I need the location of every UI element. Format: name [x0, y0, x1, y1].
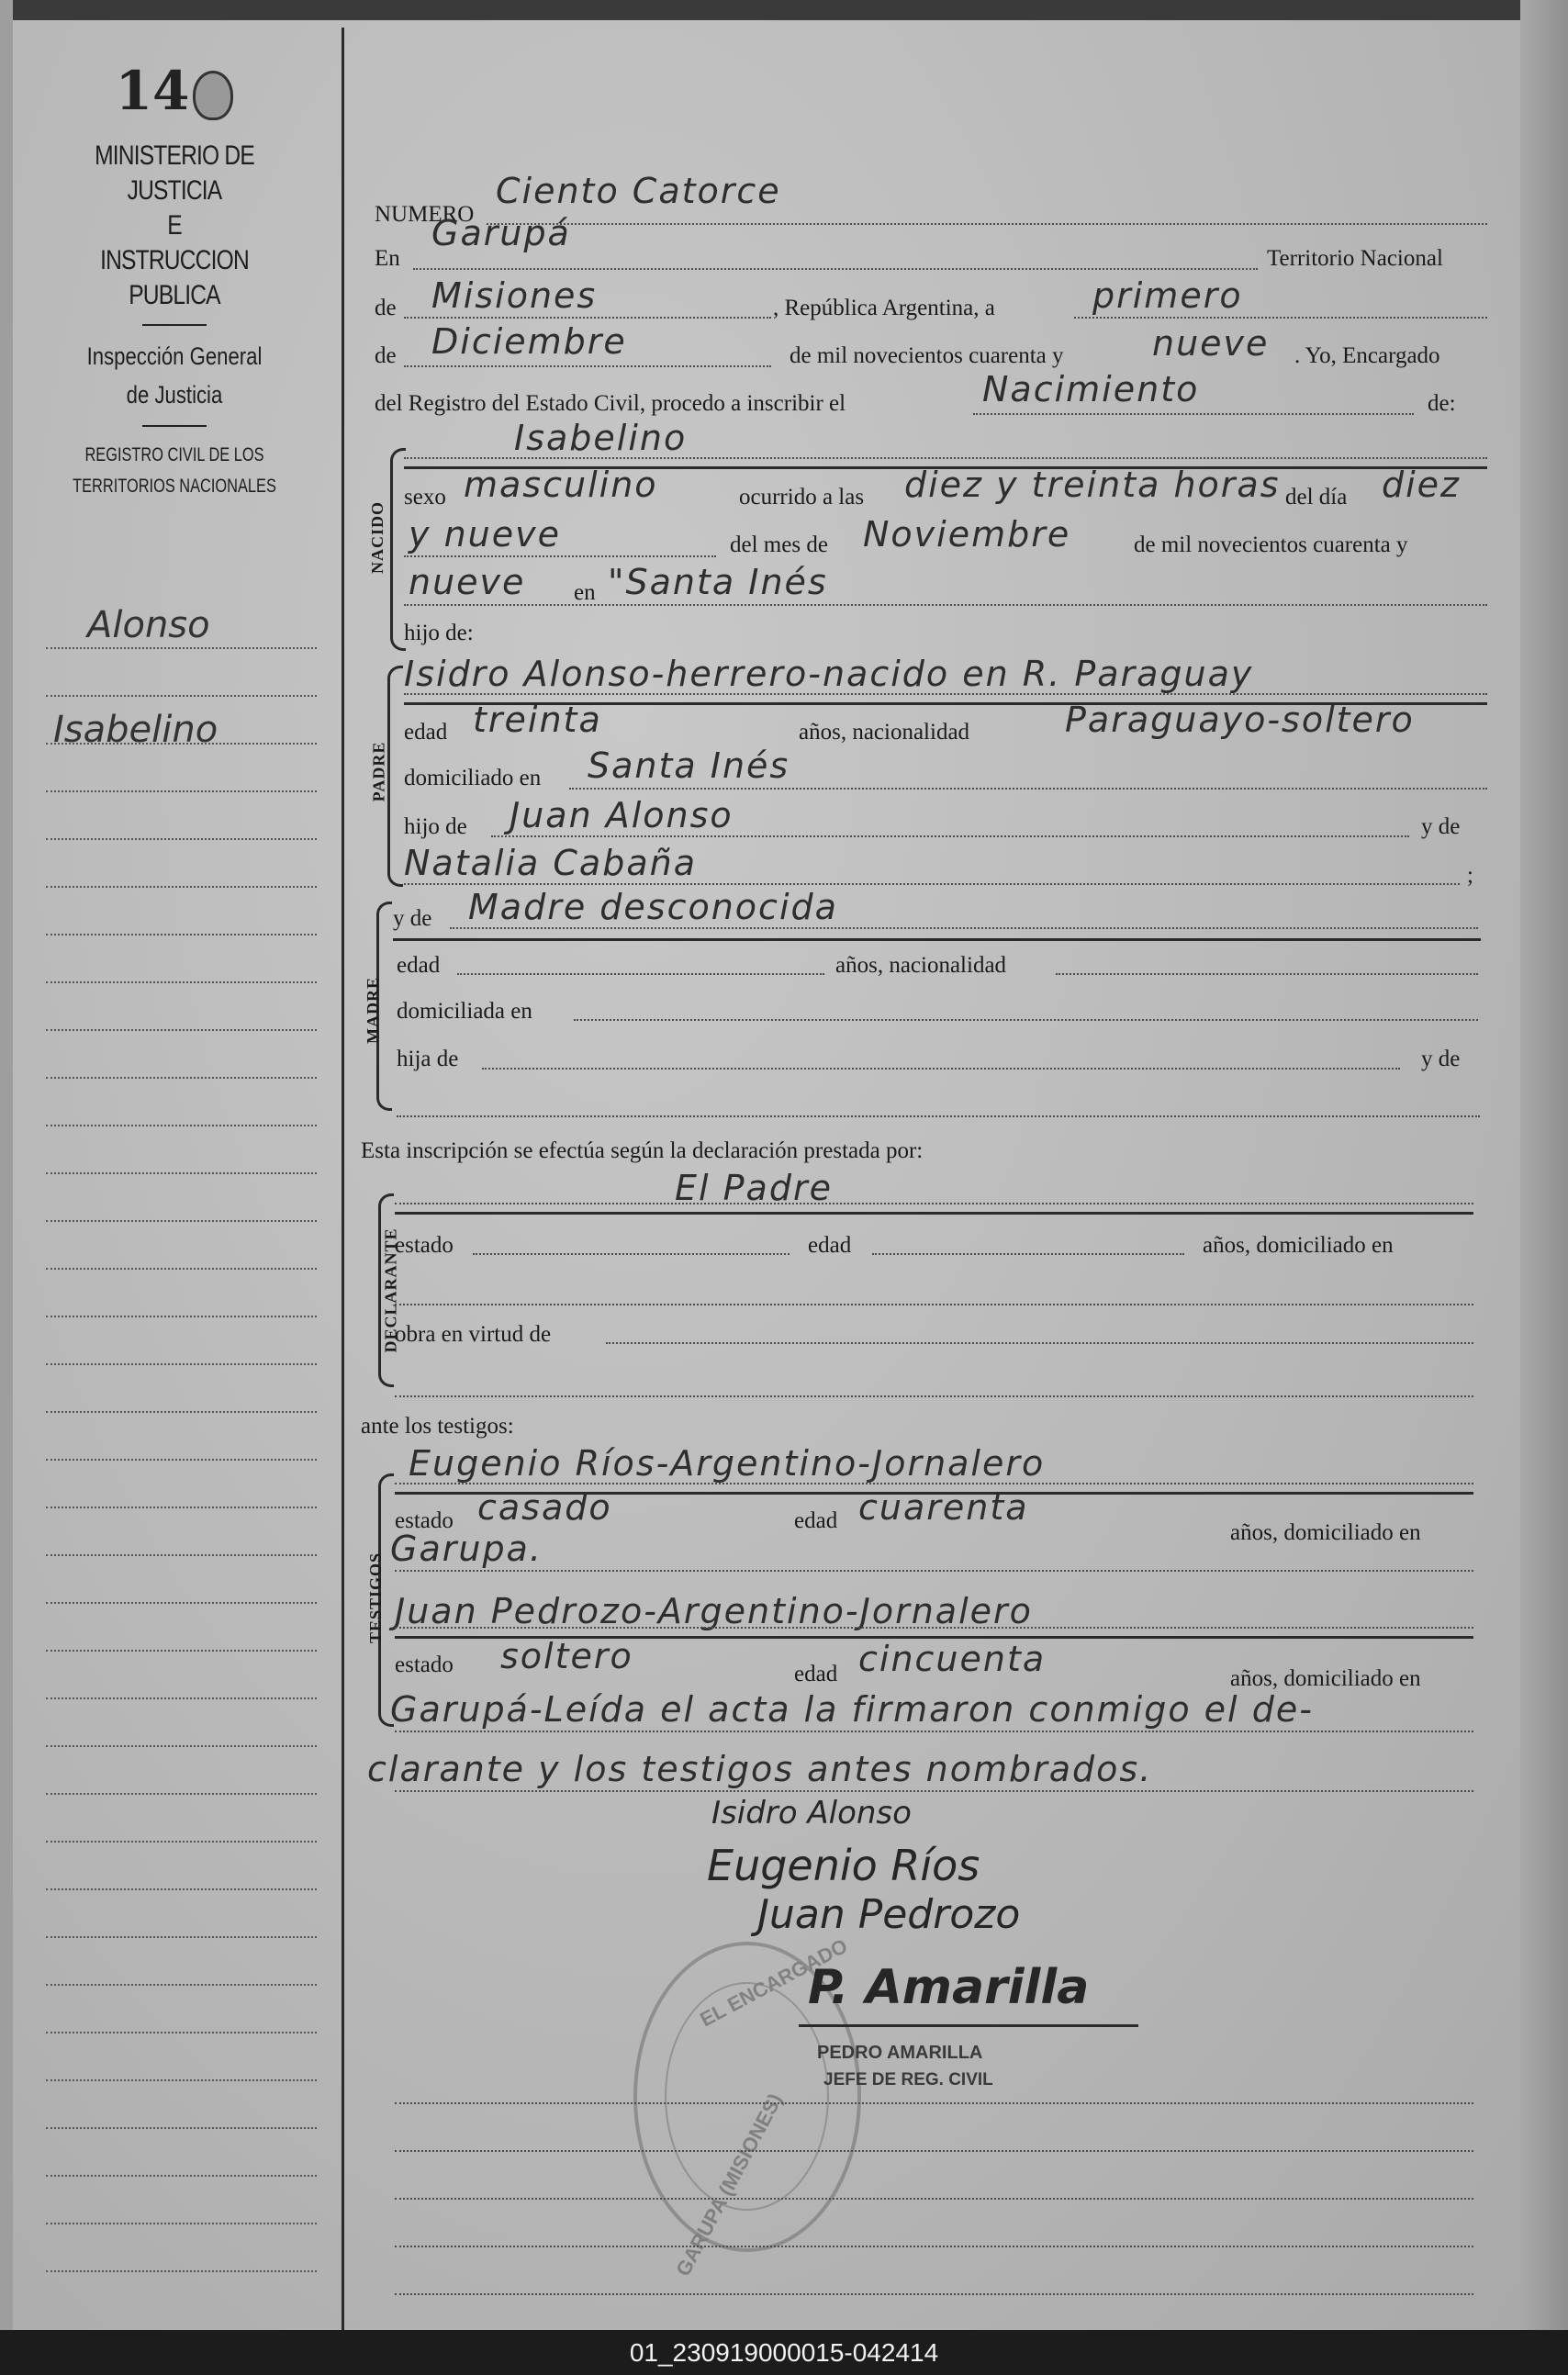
registry-heading: REGISTRO CIVIL DE LOS TERRITORIOS NACIONALES [73, 444, 276, 497]
madre-domicilio-label: domiciliada en [397, 999, 532, 1024]
page-right-edge [1520, 0, 1568, 2330]
margin-ruled-line [46, 1459, 317, 1461]
testigo1-anios-label: años, domiciliado en [1230, 1520, 1421, 1545]
yo-label: . Yo, Encargado [1294, 343, 1440, 368]
ruled-line [395, 2150, 1473, 2152]
abuela-paterna-value: Natalia Cabaña [404, 843, 697, 883]
padre-nacionalidad-value: Paraguayo-soltero [1065, 700, 1415, 740]
margin-ruled-line [46, 2032, 317, 2033]
testigo2-estado-value: soltero [500, 1636, 633, 1676]
margin-ruled-line [46, 647, 317, 649]
anio-label: de mil novecientos cuarenta y [790, 343, 1064, 368]
territorio-label: Territorio Nacional [1267, 246, 1443, 271]
dotted-line [1074, 317, 1487, 319]
sexo-label: sexo [404, 485, 446, 510]
heading-rule [142, 324, 207, 326]
declarante-obra-label: obra en virtud de [395, 1322, 552, 1347]
en-label: En [375, 246, 400, 271]
dotted-line [395, 1395, 1473, 1397]
en-lugar-label: en [574, 580, 596, 605]
dotted-line [1056, 973, 1478, 975]
margin-ruled-line [46, 1316, 317, 1317]
dotted-line [487, 223, 1487, 225]
de2-label: de [375, 343, 397, 368]
padre-domicilio-label: domiciliado en [404, 766, 542, 790]
dotted-line [395, 1203, 1473, 1204]
dotted-line [395, 1304, 1473, 1305]
margin-given-name: Isabelino [53, 709, 218, 751]
declarante-intro: Esta inscripción se efectúa según la declaración prestada por: [361, 1138, 924, 1163]
padre-nombre: Isidro Alonso-herrero-nacido en R. Paraguay [404, 654, 1254, 694]
anio-nacimiento-label: de mil novecientos cuarenta y [1134, 532, 1408, 557]
left-margin-column [28, 60, 321, 502]
madre-nombre: Madre desconocida [468, 887, 838, 927]
testigo2-edad-label: edad [794, 1662, 838, 1686]
margin-ruled-line [46, 1077, 317, 1079]
image-caption: 01_230919000015-042414 [0, 2330, 1568, 2375]
dotted-line [473, 1253, 790, 1255]
margin-ruled-line [46, 1793, 317, 1795]
ruled-line [395, 2293, 1473, 2295]
dotted-line [872, 1253, 1184, 1255]
stamp-text-bottom: GARUPA (MISIONES) [671, 2089, 788, 2280]
margin-ruled-line [46, 1172, 317, 1174]
declarante-nombre: El Padre [675, 1168, 833, 1208]
testigos-intro: ante los testigos: [361, 1414, 514, 1439]
nacido-side-label: NACIDO [368, 500, 387, 575]
section-bracket [387, 666, 403, 887]
margin-ruled-line [46, 2175, 317, 2177]
dotted-line [395, 1570, 1473, 1572]
dotted-line [395, 1790, 1473, 1792]
dia-nacimiento-value-2: y nueve [409, 514, 561, 555]
margin-surname: Alonso [87, 604, 210, 646]
margin-ruled-line [46, 1554, 317, 1556]
margin-ruled-line [46, 2127, 317, 2129]
padre-edad-label: edad [404, 720, 448, 745]
dia-value: primero [1092, 275, 1243, 316]
margin-ruled-line [46, 838, 317, 840]
testigo1-nombre: Eugenio Ríos-Argentino-Jornalero [409, 1443, 1046, 1484]
dotted-line [973, 413, 1414, 415]
testigo1-domicilio-value: Garupa. [390, 1529, 543, 1569]
dotted-line [482, 1068, 1400, 1070]
signature-underline [799, 2024, 1138, 2027]
closing-text: clarante y los testigos antes nombrados. [367, 1749, 1153, 1789]
margin-ruled-line [46, 1697, 317, 1699]
margin-ruled-line [46, 2223, 317, 2224]
anio-value: nueve [1152, 323, 1270, 364]
padre-y-de-label: y de [1421, 814, 1461, 839]
registro-label: del Registro del Estado Civil, procedo a inscribir el [375, 391, 846, 416]
dotted-line [404, 457, 1487, 459]
margin-ruled-line [46, 1268, 317, 1270]
margin-ruled-line [46, 1936, 317, 1938]
margin-ruled-line [46, 1888, 317, 1890]
padre-semicolon: ; [1467, 863, 1473, 888]
dotted-line [395, 1627, 1473, 1629]
margin-ruled-line [46, 2270, 317, 2272]
padre-domicilio-value: Santa Inés [588, 745, 790, 786]
page-number: 14 [28, 64, 321, 120]
de3-label: de: [1428, 391, 1456, 416]
margin-ruled-line [46, 2079, 317, 2081]
en-value: Garupá [431, 213, 571, 253]
testigo1-edad-label: edad [794, 1508, 838, 1533]
nacido-nombre: Isabelino [514, 418, 688, 458]
dotted-line [413, 268, 1258, 270]
inspection-heading: Inspección General de Justicia [86, 342, 263, 409]
page-left-edge [0, 0, 13, 2330]
dotted-line [404, 555, 716, 557]
dotted-line [606, 1342, 1473, 1344]
acto-value: Nacimiento [982, 369, 1200, 409]
testigo2-nombre: Juan Pedrozo-Argentino-Jornalero [395, 1591, 1033, 1631]
madre-anios-label: años, nacionalidad [835, 953, 1007, 978]
dotted-line [397, 1115, 1480, 1117]
signature-testigo2: Juan Pedrozo [757, 1891, 1021, 1938]
solid-line [393, 938, 1481, 941]
declarante-estado-label: estado [395, 1233, 454, 1258]
margin-ruled-line [46, 1650, 317, 1652]
padre-anios-label: años, nacionalidad [799, 720, 970, 745]
margin-ruled-line [46, 790, 317, 792]
dotted-line [404, 693, 1487, 695]
margin-ruled-line [46, 934, 317, 935]
provincia-value: Misiones [431, 275, 598, 316]
dotted-line [457, 973, 824, 975]
margin-ruled-line [46, 886, 317, 888]
testigo1-edad-value: cuarenta [858, 1487, 1029, 1528]
madre-edad-label: edad [397, 953, 441, 978]
hijo-label: hijo de: [404, 621, 474, 645]
margin-ruled-line [46, 1984, 317, 1986]
margin-ruled-line [46, 1029, 317, 1031]
padre-side-label: PADRE [369, 741, 388, 802]
stamp-text-top: EL ENCARGADO [696, 1933, 852, 2032]
hora-value: diez y treinta horas [904, 465, 1281, 505]
margin-ruled-line [46, 981, 317, 983]
heading-rule [142, 425, 207, 427]
margin-ruled-line [46, 1507, 317, 1508]
declarante-anios-label: años, domiciliado en [1203, 1233, 1394, 1258]
coat-of-arms-icon [193, 71, 233, 120]
dia-nacimiento-value: diez [1382, 465, 1462, 505]
official-title: JEFE DE REG. CIVIL [823, 2070, 993, 2089]
testigo2-edad-value: cincuenta [858, 1639, 1047, 1679]
margin-ruled-line [46, 1841, 317, 1843]
margin-ruled-line [46, 695, 317, 697]
del-dia-label: del día [1285, 485, 1348, 510]
testigo2-domicilio-value: Garupá-Leída el acta la firmaron conmigo el de- [390, 1689, 1314, 1730]
sexo-value: masculino [464, 465, 658, 505]
ocurrido-label: ocurrido a las [739, 485, 865, 510]
dotted-line [395, 1483, 1473, 1484]
madre-side-label: MADRE [364, 977, 382, 1044]
signature-testigo1: Eugenio Ríos [707, 1841, 980, 1890]
dotted-line [395, 1731, 1473, 1732]
signature-official: P. Amarilla [808, 1960, 1090, 2015]
dotted-line [404, 883, 1460, 885]
mes-nacimiento-value: Noviembre [863, 514, 1071, 555]
margin-ruled-line [46, 1220, 317, 1222]
dotted-line [404, 365, 771, 367]
de-label: de [375, 296, 397, 320]
testigo2-estado-label: estado [395, 1652, 454, 1677]
solid-line [395, 1212, 1473, 1215]
declarante-edad-label: edad [808, 1233, 852, 1258]
ruled-line [395, 2198, 1473, 2200]
testigo1-estado-value: casado [477, 1487, 612, 1528]
numero-label: NUMERO [375, 202, 475, 227]
madre-y-de2-label: y de [1421, 1047, 1461, 1071]
ruled-line [395, 2102, 1473, 2104]
republica-label: , República Argentina, a [773, 296, 995, 320]
madre-y-de-label: y de [393, 906, 432, 931]
margin-ruled-line [46, 1125, 317, 1126]
dotted-line [450, 927, 1478, 929]
lugar-nacimiento-value: "Santa Inés [608, 562, 828, 602]
del-mes-label: del mes de [730, 532, 828, 557]
dotted-line [569, 788, 1487, 790]
margin-ruled-line [46, 1411, 317, 1413]
testigo1-estado-label: estado [395, 1508, 454, 1533]
testigo2-anios-label: años, domiciliado en [1230, 1666, 1421, 1691]
signature-declarante: Isidro Alonso [711, 1795, 912, 1832]
dotted-line [574, 1019, 1478, 1021]
margin-ruled-line [46, 1602, 317, 1604]
ruled-line [395, 2246, 1473, 2247]
dotted-line [404, 317, 771, 319]
numero-value: Ciento Catorce [496, 171, 781, 211]
mes-value: Diciembre [431, 321, 627, 362]
padre-hijo-de-label: hijo de [404, 814, 467, 839]
official-name: PEDRO AMARILLA [817, 2043, 983, 2063]
abuelo-paterno-value: Juan Alonso [510, 795, 734, 835]
padre-edad-value: treinta [473, 700, 602, 740]
madre-hija-de-label: hija de [397, 1047, 459, 1071]
margin-ruled-line [46, 1745, 317, 1747]
testigos-side-label: TESTIGOS [366, 1552, 386, 1644]
dotted-line [404, 604, 1487, 606]
column-divider [342, 28, 344, 2330]
page-top-edge [0, 0, 1568, 20]
declarante-side-label: DECLARANTE [381, 1227, 400, 1353]
dotted-line [491, 835, 1409, 837]
anio-nacimiento-value: nueve [409, 562, 526, 602]
margin-ruled-line [46, 743, 317, 745]
margin-ruled-line [46, 1363, 317, 1365]
ministry-heading: MINISTERIO DE JUSTICIA E INSTRUCCION PUBLICA [95, 140, 254, 310]
